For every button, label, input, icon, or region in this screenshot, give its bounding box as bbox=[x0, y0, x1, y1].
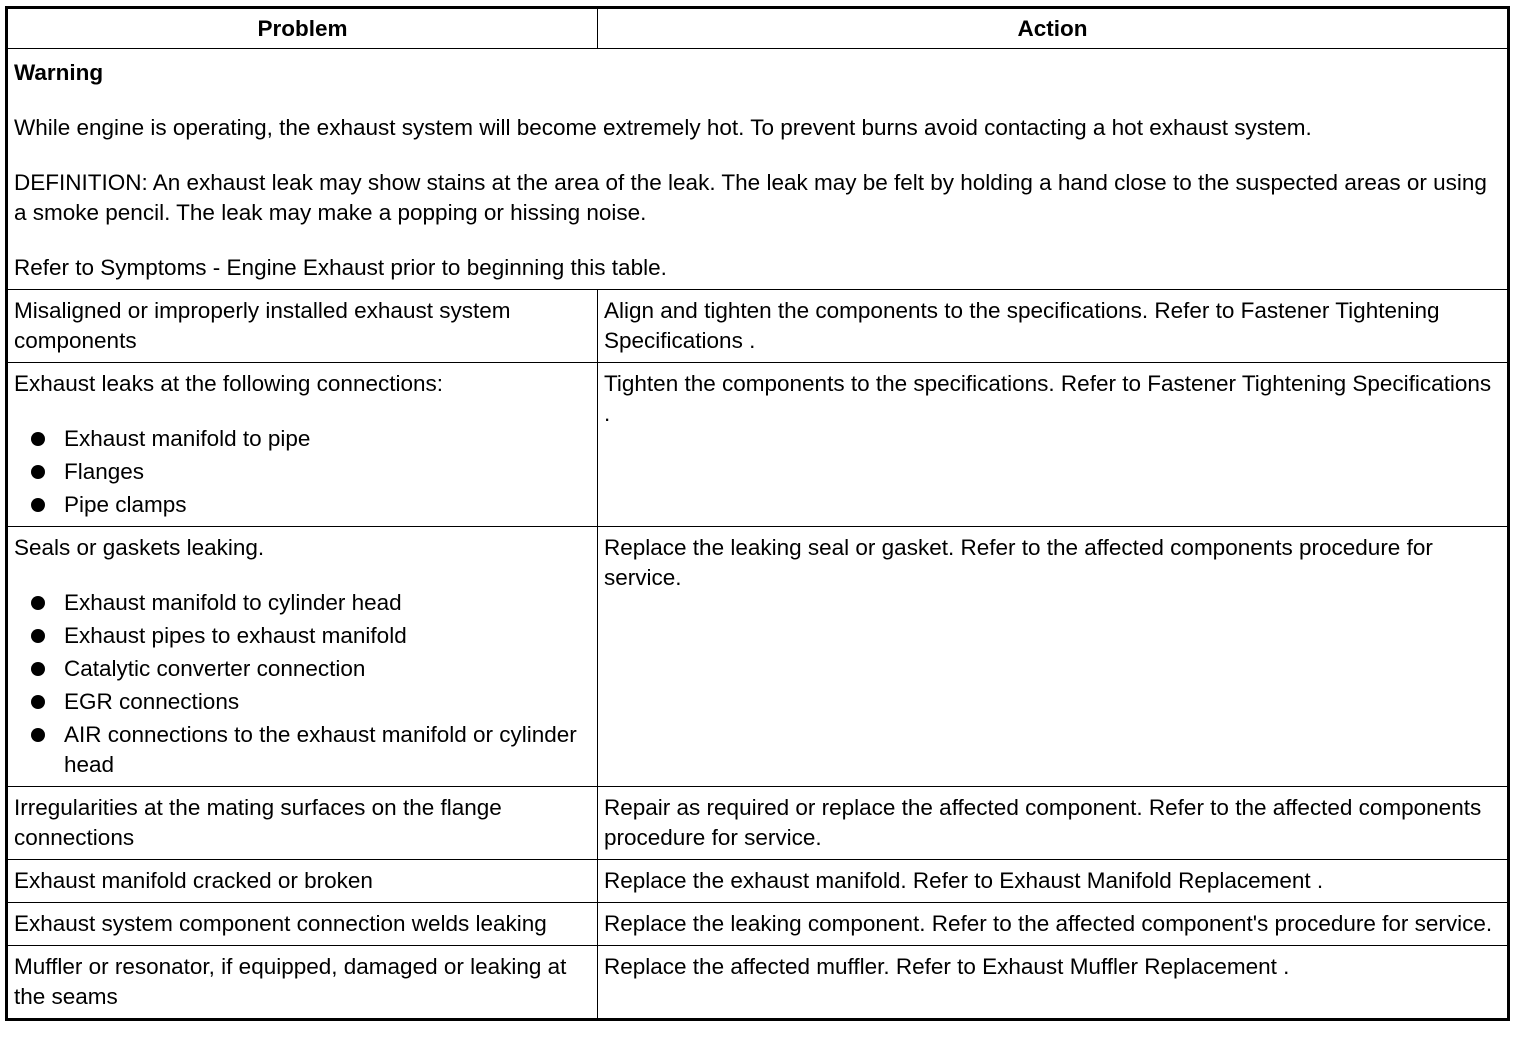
list-item-text: Flanges bbox=[64, 459, 145, 484]
table-row bbox=[7, 290, 1509, 363]
bullet-icon bbox=[31, 465, 45, 479]
list-item bbox=[14, 720, 591, 780]
list-item bbox=[14, 424, 591, 454]
action-cell: Replace the leaking component. Refer to the affected component's procedure for service. bbox=[598, 903, 1509, 946]
refer-text: Refer to Symptoms - Engine Exhaust prior to beginning this table. bbox=[14, 255, 667, 280]
list-item bbox=[14, 588, 591, 618]
list-item-text: AIR connections to the exhaust manifold or cylinder head bbox=[64, 722, 577, 777]
bullet-icon bbox=[31, 728, 45, 742]
bullet-icon bbox=[31, 695, 45, 709]
definition-text: DEFINITION: An exhaust leak may show stains at the area of the leak. The leak may be felt by holding a hand close to the suspected areas or using a smoke pencil. The leak may make a popping or hissing noise. bbox=[14, 170, 1487, 225]
bullet-icon bbox=[31, 498, 45, 512]
table-row bbox=[7, 903, 1509, 946]
action-cell: Replace the leaking seal or gasket. Refer to the affected components procedure for service. bbox=[598, 527, 1509, 787]
table-row bbox=[7, 860, 1509, 903]
action-cell: Replace the exhaust manifold. Refer to Exhaust Manifold Replacement . bbox=[598, 860, 1509, 903]
problem-cell bbox=[7, 527, 598, 787]
bullet-icon bbox=[31, 662, 45, 676]
problem-cell: Muffler or resonator, if equipped, damaged or leaking at the seams bbox=[7, 946, 598, 1020]
list-item-text: Pipe clamps bbox=[64, 492, 187, 517]
diagnostic-table bbox=[5, 6, 1510, 1021]
action-cell: Replace the affected muffler. Refer to Exhaust Muffler Replacement . bbox=[598, 946, 1509, 1020]
bullet-icon bbox=[31, 629, 45, 643]
warning-title: Warning bbox=[14, 60, 104, 85]
table-row bbox=[7, 363, 1509, 527]
bullet-list bbox=[14, 424, 591, 520]
action-cell: Tighten the components to the specifications. Refer to Fastener Tightening Specifications . bbox=[598, 363, 1509, 527]
intro-row bbox=[7, 49, 1509, 290]
intro-cell bbox=[7, 49, 1509, 290]
problem-cell: Exhaust system component connection welds leaking bbox=[7, 903, 598, 946]
action-cell: Align and tighten the components to the specifications. Refer to Fastener Tightening Specifications . bbox=[598, 290, 1509, 363]
bullet-list bbox=[14, 588, 591, 780]
list-item-text: Exhaust manifold to cylinder head bbox=[64, 590, 402, 615]
problem-cell bbox=[7, 363, 598, 527]
list-item-text: Catalytic converter connection bbox=[64, 656, 366, 681]
problem-cell: Exhaust manifold cracked or broken bbox=[7, 860, 598, 903]
table-row bbox=[7, 946, 1509, 1020]
list-item bbox=[14, 457, 591, 487]
list-item bbox=[14, 654, 591, 684]
problem-text: Seals or gaskets leaking. bbox=[14, 535, 265, 560]
action-cell: Repair as required or replace the affected component. Refer to the affected components procedure for service. bbox=[598, 787, 1509, 860]
list-item-text: Exhaust manifold to pipe bbox=[64, 426, 311, 451]
header-row bbox=[7, 8, 1509, 49]
problem-text: Exhaust leaks at the following connections: bbox=[14, 371, 444, 396]
diagnostic-document bbox=[5, 6, 1507, 1021]
list-item bbox=[14, 621, 591, 651]
action-column-header: Action bbox=[598, 8, 1509, 49]
list-item-text: EGR connections bbox=[64, 689, 240, 714]
problem-column-header: Problem bbox=[7, 8, 598, 49]
table-row bbox=[7, 527, 1509, 787]
list-item-text: Exhaust pipes to exhaust manifold bbox=[64, 623, 407, 648]
table-row bbox=[7, 787, 1509, 860]
list-item bbox=[14, 490, 591, 520]
warning-text: While engine is operating, the exhaust system will become extremely hot. To prevent burns avoid contacting a hot exhaust system. bbox=[14, 115, 1312, 140]
bullet-icon bbox=[31, 596, 45, 610]
bullet-icon bbox=[31, 432, 45, 446]
problem-cell: Irregularities at the mating surfaces on the flange connections bbox=[7, 787, 598, 860]
list-item bbox=[14, 687, 591, 717]
problem-cell: Misaligned or improperly installed exhaust system components bbox=[7, 290, 598, 363]
